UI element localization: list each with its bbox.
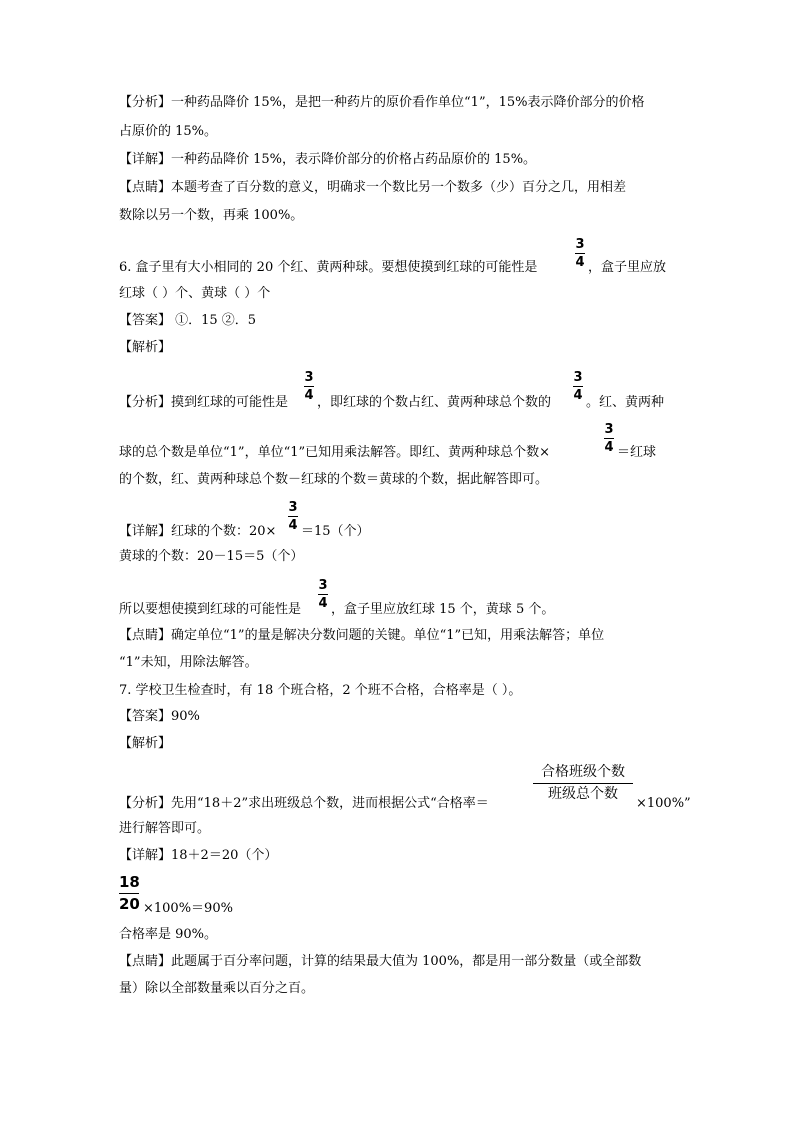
comment-7-line-2: 量）除以全部数量乘以百分之百。 [119, 981, 315, 996]
jiexi-6-heading: 【解析】 [119, 340, 172, 355]
fraction-bar [604, 438, 614, 439]
detail-6-part-e: ，盒子里应放红球 15 个，黄球 5 个。 [331, 602, 555, 617]
fraction-numerator: 3 [604, 422, 614, 437]
comment-line-1: 【点睛】本题考查了百分数的意义，明确求一个数比另一个数多（少）百分之几，用相差 [119, 180, 627, 195]
fraction-pass-rate [533, 764, 633, 803]
fraction-three-quarters [288, 500, 298, 533]
question-6-part-a: 6. 盒子里有大小相同的 20 个红、黄两种球。要想使摸到红球的可能性是 [119, 260, 538, 275]
fraction-denominator: 4 [304, 388, 314, 403]
answer-7: 【答案】90% [119, 709, 200, 724]
analysis-6-part-c: 。红、黄两种 [586, 395, 665, 410]
analysis-6-part-e: ＝红球 [617, 445, 657, 460]
detail-6-part-d: 所以要想使摸到红球的可能性是 [119, 602, 302, 617]
comment-7-line-1: 【点睛】此题属于百分率问题，计算的结果最大值为 100%，都是用一部分数量（或全部数 [119, 954, 642, 969]
comment-line-2: 数除以另一个数，再乘 100%。 [119, 208, 304, 223]
question-6-blanks: 红球（ ）个、黄球（ ）个 [119, 286, 271, 301]
fraction-three-quarters [304, 370, 314, 403]
analysis-6-part-a: 【分析】摸到红球的可能性是 [119, 395, 289, 410]
detail-7-part-a: 【详解】18＋2＝20（个） [119, 848, 278, 863]
detail-6-part-c: 黄球的个数：20－15＝5（个） [119, 549, 304, 564]
detail-7-part-c: 合格率是 90%。 [119, 927, 218, 942]
question-6-part-b: ，盒子里应放 [588, 260, 667, 275]
comment-6-line-2: “1”未知，用除法解答。 [119, 655, 258, 670]
fraction-denominator: 4 [604, 440, 614, 455]
detail-6-part-a: 【详解】红球的个数：20× [119, 524, 277, 539]
analysis-6-part-b: ，即红球的个数占红、黄两种球总个数的 [317, 395, 552, 410]
fraction-denominator: 4 [573, 388, 583, 403]
fraction-numerator: 3 [575, 237, 585, 252]
fraction-three-quarters [573, 370, 583, 403]
answer-6: 【答案】 ①．15 ②．5 [119, 313, 257, 328]
fraction-denominator: 4 [575, 255, 585, 270]
question-7-text: 7. 学校卫生检查时，有 18 个班合格，2 个班不合格，合格率是（ ）。 [119, 683, 522, 698]
fraction-bar [575, 253, 585, 254]
detail-7-part-b: ×100%＝90% [143, 901, 233, 916]
fraction-numerator: 3 [304, 370, 314, 385]
fraction-denominator: 4 [318, 596, 328, 611]
fraction-three-quarters [318, 578, 328, 611]
fraction-numerator: 合格班级个数 [541, 764, 625, 780]
fraction-bar [573, 386, 583, 387]
fraction-bar [304, 386, 314, 387]
analysis-line-2: 占原价的 15%。 [119, 124, 218, 139]
fraction-denominator: 4 [288, 518, 298, 533]
fraction-numerator: 3 [288, 500, 298, 515]
detail-line: 【详解】一种药品降价 15%，表示降价部分的价格占药品原价的 15%。 [119, 152, 537, 167]
fraction-three-quarters [575, 237, 585, 270]
jiexi-7-heading: 【解析】 [119, 736, 172, 751]
question-6-text [119, 260, 537, 276]
detail-6-part-b: ＝15（个） [301, 524, 370, 539]
analysis-line-1: 【分析】一种药品降价 15%，是把一种药片的原价看作单位“1”，15%表示降价部分的价格 [119, 95, 645, 110]
analysis-6-part-d: 球的总个数是单位“1”，单位“1”已知用乘法解答。即红、黄两种球总个数× [119, 445, 551, 460]
fraction-eighteen-twentieths [119, 874, 139, 913]
analysis-6-part-f: 的个数，红、黄两种球总个数－红球的个数＝黄球的个数，据此解答即可。 [119, 472, 549, 487]
fraction-bar [288, 516, 298, 517]
fraction-denominator: 班级总个数 [548, 786, 618, 802]
comment-6-line-1: 【点睛】确定单位“1”的量是解决分数问题的关键。单位“1”已知，用乘法解答；单位 [119, 628, 605, 643]
fraction-bar [318, 594, 328, 595]
analysis-7-part-b: ×100%” [636, 796, 691, 811]
fraction-three-quarters [604, 422, 614, 455]
fraction-bar [119, 893, 139, 894]
fraction-numerator: 3 [318, 578, 328, 593]
fraction-numerator: 3 [573, 370, 583, 385]
fraction-bar [533, 783, 633, 784]
analysis-7-part-a: 【分析】先用“18＋2”求出班级总个数，进而根据公式“合格率＝ [119, 796, 489, 811]
fraction-numerator: 18 [119, 873, 140, 891]
fraction-denominator: 20 [119, 895, 140, 913]
analysis-7-part-c: 进行解答即可。 [119, 821, 211, 836]
